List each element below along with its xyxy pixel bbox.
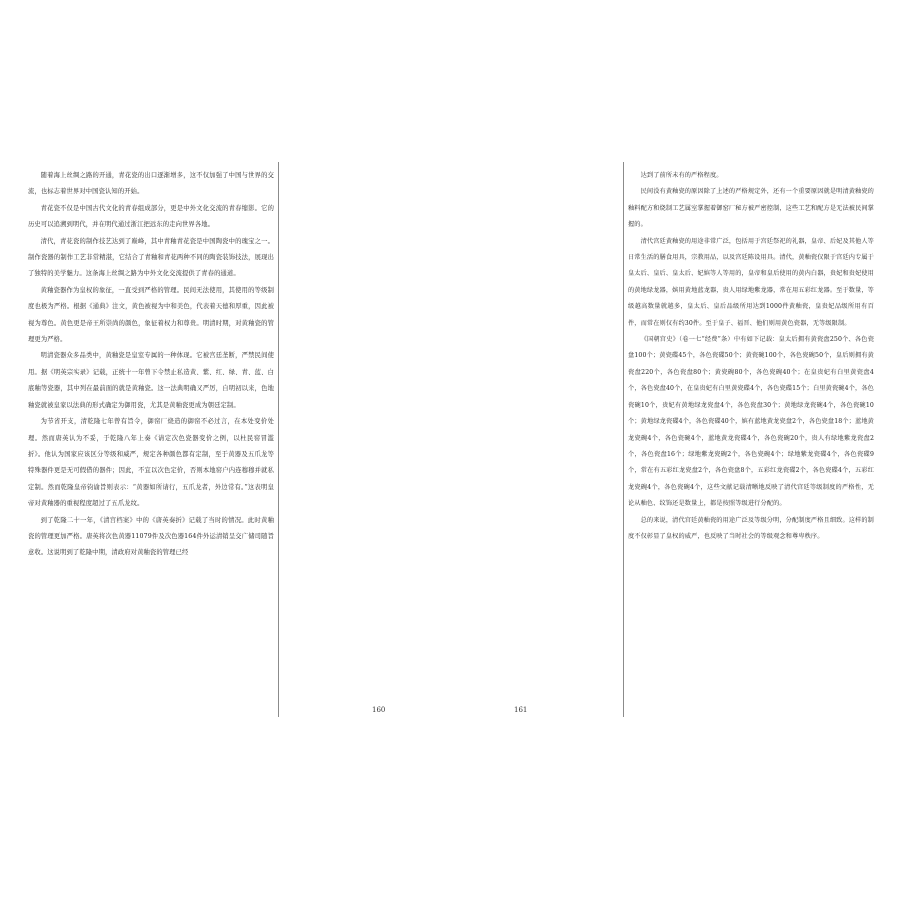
paragraph: 明清瓷器众多品类中，黄釉瓷是皇室专属的一种体现。它被宫廷垄断，严禁民间使用。据《明英宗实录》记载，正统十一年曾下令禁止私造黄、紫、红、绿、青、蓝、白底釉等瓷器，其中列在最前面的就是黄釉瓷。这一法典明确又严厉，自明初以来，色地釉瓷就被皇家以法典的形式确定为御用瓷，尤其是黄釉瓷更成为朝廷定制。: [28, 352, 274, 409]
right-page-edge-line: [623, 162, 624, 717]
left-page-text: [28, 168, 274, 562]
left-page-edge-line: [278, 162, 279, 717]
left-page-number: 160: [372, 706, 386, 714]
paragraph: 《国朝宫史》（卷一七“经费”条）中有如下记载：皇太后拥有黄瓷盘250个、各色瓷盘100个；黄瓷碟45个，各色瓷碟50个；黄瓷碗100个，各色瓷碗50个，皇后则拥有黄瓷盘220个，各色瓷盘80个；黄瓷碗80个，各色瓷碗40个；在皇贵妃有白里黄瓷盘4个，各色瓷盘40个，在皇贵妃有白里黄瓷碟4个，各色瓷碟15个；白里黄瓷碗4个，各色瓷碗10个，贵妃有黄地绿龙瓷盘4个，各色瓷盘30个；黄地绿龙瓷碗4个，各色瓷碗10个；黄地绿龙瓷碟4个，各色瓷碟40个，嫔有蓝地黄龙瓷盘2个，各色瓷盘18个；蓝地黄龙瓷碗4个，各色瓷碗4个，蓝地黄龙瓷碟4个，各色瓷碗20个，贵人有绿地紫龙瓷盘2个，各色瓷盘16个；绿地紫龙瓷碗2个，各色瓷碗4个；绿地紫龙瓷碟4个，各色瓷碟9个，常在有五彩红龙瓷盘2个，各色瓷盘8个，五彩红龙瓷碟2个，各色瓷碟4个，五彩红龙瓷碗4个，各色瓷碗4个，这些文献记载清晰地反映了清代宫廷等级制度的严格性，无论从釉色、纹饰还是数量上，都是按照等级进行分配的。: [628, 336, 874, 508]
right-page-text: [628, 168, 874, 545]
paragraph: 清代，青花瓷的制作技艺达到了巅峰，其中青釉青花瓷是中国陶瓷中的瑰宝之一。制作瓷器的制作工艺非常精湛，它结合了青釉和青花两种不同的陶瓷装饰技法，展现出了独特的美学魅力。这条海上丝绸之路为中外文化交流提供了青春的通道。: [28, 237, 274, 278]
paragraph: 总的来说，清代宫廷黄釉瓷的用途广泛及等级分明，分配制度严格且细致。这样的制度不仅彰显了皇权的威严，也反映了当时社会的等级观念和尊卑秩序。: [628, 516, 874, 540]
paragraph: 为节省开支，清乾隆七年曾有旨令，御窑厂烧造的御窑不必过言，在本处变价处理。然而唐英认为不妥，于乾隆八年上奏《请定次色瓷器变价之例，以杜民窑冒滥折》。他认为国家应该区分等级和威严，规定各种颜色都有定制，至于黄器及五爪龙等特殊器件更是无可假借的器件；因此，不宜以次色定价，否则本地窑户内连穆穆并就私定制。然而乾隆皇帝钧谕旨则表示：“黄器如所请行，五爪龙者，外边常有。”这表明皇帝对黄釉器的重视程度超过了五爪龙纹。: [28, 418, 274, 508]
paragraph: 青花瓷不仅是中国古代文化的青春组成部分，更是中外文化交流的青春缩影。它的历史可以追溯到明代，并在明代通过浙江把远东的走向世界各地。: [28, 204, 274, 229]
paragraph: 民间没有黄釉瓷的原因除了上述的严格规定外，还有一个重要原因就是明清黄釉瓷的釉料配方和烧制工艺属室掌握着御窑厂秘方被严密控制，这些工艺和配方是无法被民间掌握的。: [628, 188, 874, 229]
paragraph: 黄釉瓷器作为皇权的象征，一直受到严格的管理。民间无法使用，其使用的等级制度也极为严格。根据《通典》注文，黄色被视为中和美色，代表着天德和厚重，因此被视为尊色。黄色更是帝王所崇尚的颜色，象征着权力和尊贵。明清时期，对黄釉瓷的管理更为严格。: [28, 286, 274, 344]
right-page-number: 161: [514, 706, 528, 714]
paragraph: 随着海上丝绸之路的开通，青花瓷的出口逐渐增多，这不仅加强了中国与世界的交流，也标志着世界对中国瓷认知的开始。: [28, 172, 274, 196]
paragraph: 达到了前所未有的严格程度。: [640, 172, 723, 179]
paragraph: 清代宫廷黄釉瓷的用途非常广泛，包括用于宫廷祭祀的礼器，皇帝、后妃及其他人等日常生活的膳食用具，宗教用品，以及宫廷陈设用具。清代，黄釉瓷仅限于宫廷内专属于皇太后、皇后、皇太后、妃嫔等人等用的，皇帝和皇后使用的黄内白器，贵妃和贵妃使用的黄地绿龙器，嫔用黄地蓝龙器，贵人用绿地紫龙器，常在用五彩红龙器。至于数量，等级越高数量就越多，皇太后、皇后品级所用达到1000件黄釉瓷，皇贵妃品级所用有百件，而常在则仅有约30件。至于皇子、福晋、他们则用黄色瓷器，无等级限制。: [628, 237, 874, 327]
paragraph: 到了乾隆二十一年，《清宫档案》中的《唐英奏折》记载了当时的情况。此时黄釉瓷的管理更加严格。唐英将次色黄器11079件及次色器164件外运清销呈交广储司随旨意收。这说明到了乾隆中期，清政府对黄釉瓷的管理已经: [28, 516, 274, 557]
